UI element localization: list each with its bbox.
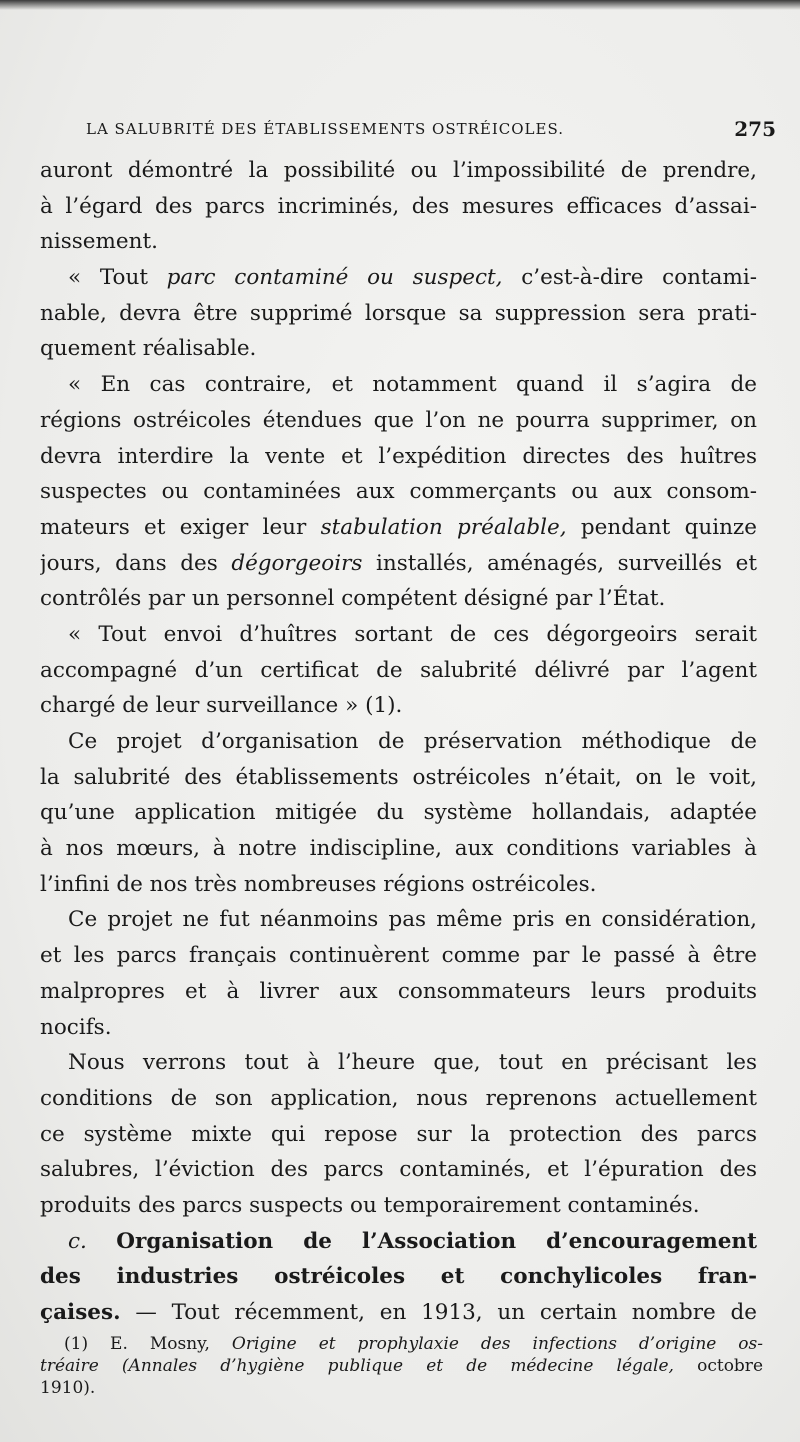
text-line: régions ostréicoles étendues que l’on ne pourra supprimer, on [40,407,757,433]
text-line: Ce projet d’organisation de préservation méthodique de [68,729,757,754]
footnote-line: 1910). [40,1378,96,1398]
text-line: « En cas contraire, et notamment quand il s’agira de [68,372,757,398]
text-span: octobre [673,1356,763,1376]
text-line: nable, devra être supprimé lorsque sa suppression sera prati- [40,300,757,326]
text-line: malpropres et à livrer aux consommateurs leurs produits [40,978,757,1004]
section-heading-line: des industries ostréicoles et conchylicoles fran- [40,1264,757,1290]
text-line: à l’égard des parcs incriminés, des mesures efficaces d’assai- [40,193,757,219]
text-span: « Tout [68,265,167,291]
body-text [40,153,757,1331]
text-line: auront démontré la possibilité ou l’impossibilité de prendre, [40,158,757,183]
text-span: mateurs et exiger leur [40,514,321,540]
footnote [40,1333,763,1399]
text-span: c’est-à-dire contami- [502,265,757,291]
text-span: (1) E. Mosny, [64,1334,232,1354]
text-line: Nous verrons tout à l’heure que, tout en précisant les [68,1050,757,1076]
text-line [40,1295,757,1331]
text-line: Ce projet ne fut néanmoins pas même pris en considération, [68,907,757,933]
text-line: suspectes ou contaminées aux commerçants ou aux consom- [40,479,757,505]
text-line: et les parcs français continuèrent comme par le passé à être [40,943,757,969]
text-line: salubres, l’éviction des parcs contaminés, et l’épuration des [40,1157,757,1183]
page-header [86,117,776,141]
italic-span: parc contaminé ou suspect, [166,265,503,291]
section-heading: Organisation de l’Association d’encouragement [116,1228,757,1254]
text-line [40,510,757,546]
italic-span: dégorgeoirs [231,550,363,576]
section-letter: c. [68,1228,117,1254]
text-line: qu’une application mitigée du système hollandais, adaptée [40,800,757,826]
text-line: devra interdire la vente et l’expédition directes des huîtres [40,443,757,469]
text-line: à nos mœurs, à notre indiscipline, aux conditions variables à [40,836,757,862]
text-line: ce système mixte qui repose sur la protection des parcs [40,1121,757,1147]
text-line: l’infini de nos très nombreuses régions ostréicoles. [40,871,597,897]
text-line: contrôlés par un personnel compétent désigné par l’État. [40,586,666,612]
text-line: produits des parcs suspects ou temporairement contaminés. [40,1192,700,1218]
text-span: installés, aménagés, surveillés et [362,550,757,576]
italic-span: Origine et prophylaxie des infections d’origine os- [231,1334,763,1354]
text-line: nissement. [40,229,158,255]
footnote-line [40,1355,763,1377]
text-span: pendant quinze [566,514,757,540]
italic-span: tréaire (Annales d’hygiène publique et de médecine légale, [40,1356,674,1376]
text-line [40,546,757,582]
page-number: 275 [734,117,776,141]
footnote-line [40,1333,763,1355]
text-line: « Tout envoi d’huîtres sortant de ces dégorgeoirs serait [68,621,757,647]
italic-span: stabulation préalable, [320,514,567,540]
text-line: quement réalisable. [40,336,257,362]
running-title: LA SALUBRITÉ DES ÉTABLISSEMENTS OSTRÉICOLES. [86,120,564,138]
text-line: la salubrité des établissements ostréicoles n’était, on le voit, [40,764,757,790]
text-span: — Tout récemment, en 1913, un certain nombre de [120,1300,757,1325]
text-line [40,260,757,296]
text-line: nocifs. [40,1014,112,1040]
section-heading: çaises. [40,1300,121,1325]
text-line: chargé de leur surveillance » (1). [40,693,403,719]
text-line: accompagné d’un certificat de salubrité délivré par l’agent [40,657,757,683]
section-heading-line [40,1224,757,1260]
text-span: jours, dans des [40,550,232,576]
text-line: conditions de son application, nous reprenons actuellement [40,1085,757,1111]
